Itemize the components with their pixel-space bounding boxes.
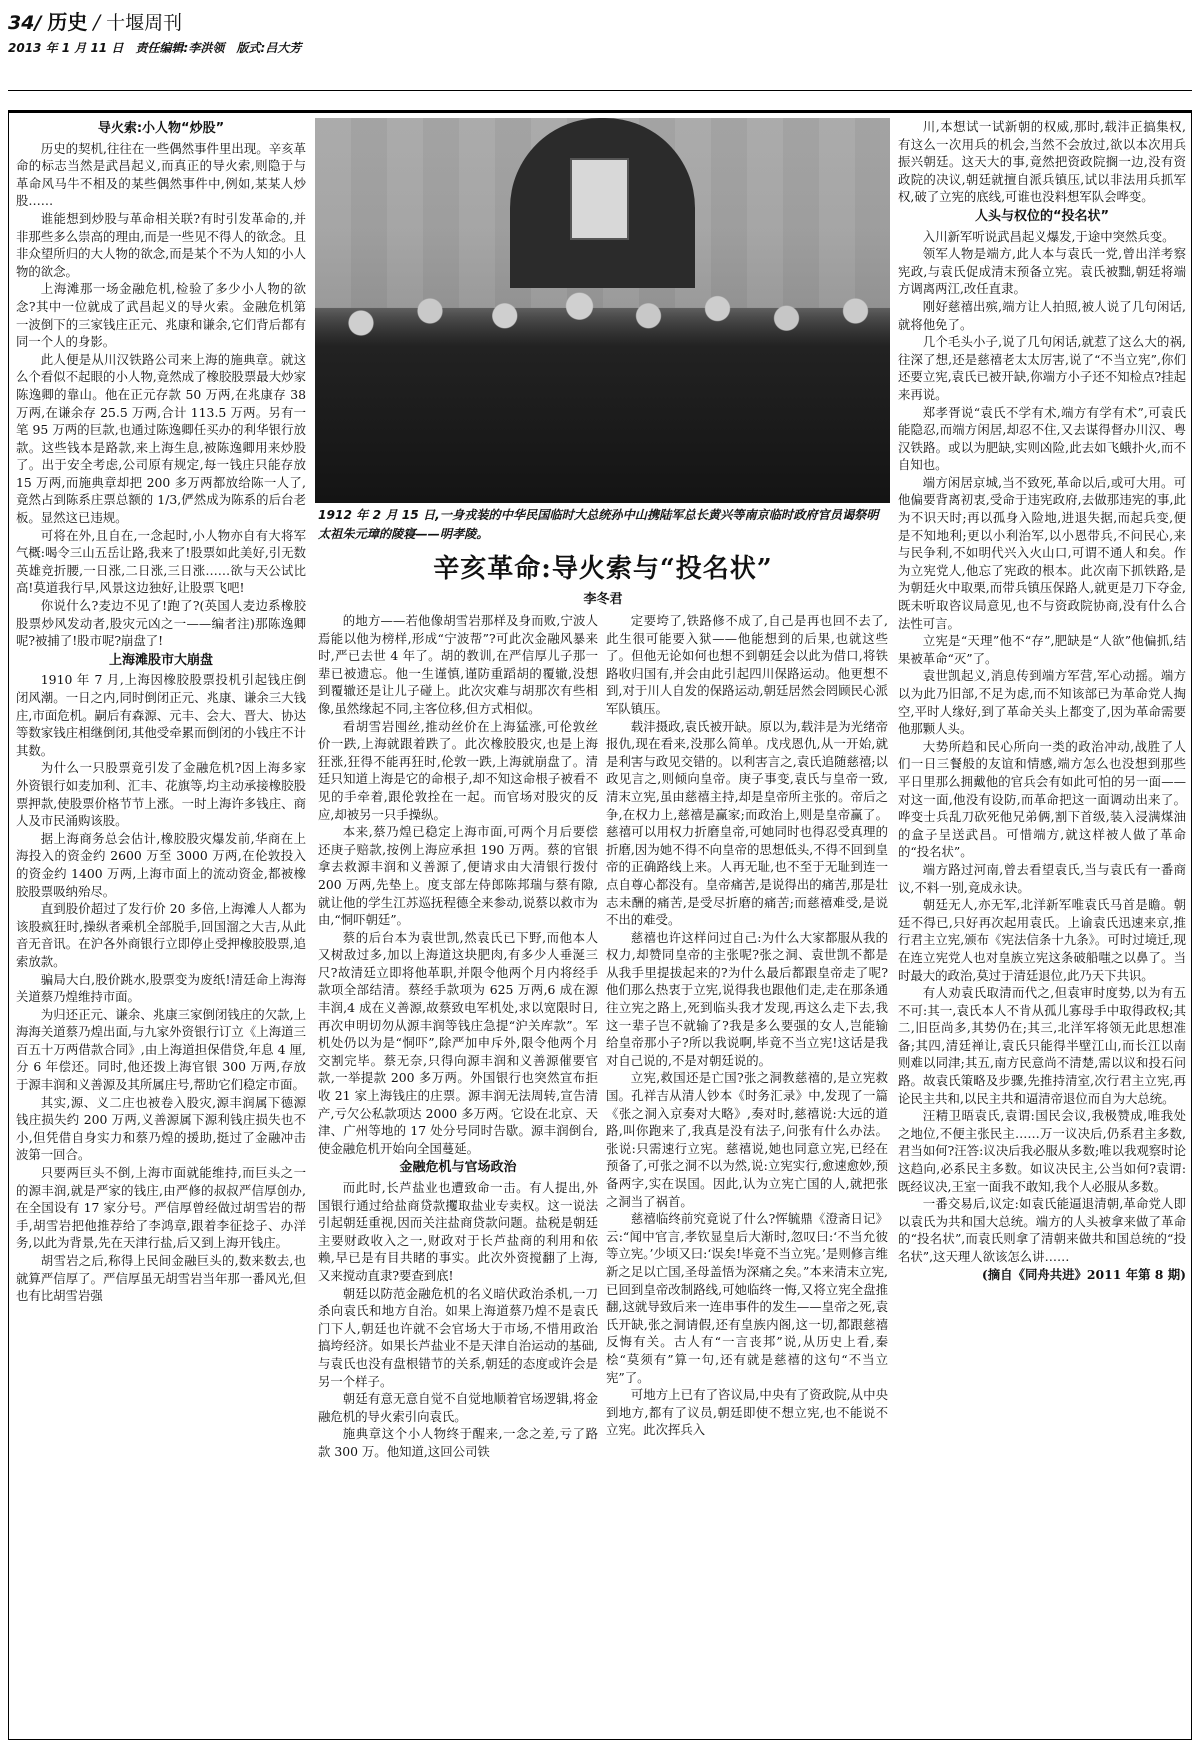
paragraph: 骗局大白,股价跳水,股票变为废纸!清廷命上海海关道蔡乃煌维持市面。	[16, 971, 306, 1005]
paragraph: 立宪,救国还是亡国?张之洞教慈禧的,是立宪救国。孔祥吉从清人钞本《时务汇录》中,发现了一篇《张之洞入京奏对大略》,奏对时,慈禧说:大远的道路,叫你跑来了,我真是没有法子,问张有什么办法。张说:只需速行立宪。慈禧说,她也同意立宪,已经在预备了,可张之洞不以为然,说:立宪实行,愈速愈妙,预备两字,实在误国。因此,认为立宪亡国的人,就把张之洞当了祸首。	[606, 1070, 888, 1209]
paragraph: 为归还正元、谦余、兆康三家倒闭钱庄的欠款,上海海关道蔡乃煌出面,与九家外资银行订立《上海道三百五十万两借款合同》,由上海道担保借贷,年息 4 厘,分 6 年偿还。同时,他还拨上海官银 300 万两,存放于源丰润和义善源及其所属庄号,帮助它们稳定市面。	[16, 1006, 306, 1093]
historical-photo	[315, 118, 890, 503]
paragraph: 谁能想到炒股与革命相关联?有时引发革命的,并非那些多么崇高的理由,而是一些见不得人的欲念。且非众望所归的大人物的欲念,而是某个不为人知的小人物的欲念。	[16, 210, 306, 279]
masthead	[8, 6, 1192, 58]
paragraph: 大势所趋和民心所向一类的政治冲动,战胜了人们一日三餐般的友谊和情感,端方怎么也没想到那些平日里那么拥戴他的官兵会有如此可怕的另一面——对这一面,他没有设防,而革命把这一面调动出来了。哗变士兵乱刀砍死他兄弟俩,割下首级,装入浸满煤油的盒子呈送武昌。可惜端方,就这样被人做了革命的“投名状”。	[898, 738, 1186, 860]
paragraph: 直到股价超过了发行价 20 多倍,上海滩人人都为该股疯狂时,操纵者乘机全部脱手,回国溜之大吉,从此音无音讯。在沪各外商银行立即停止受押橡胶股票,追索放款。	[16, 901, 306, 969]
paragraph: 的地方——若他像胡雪岩那样及身而败,宁波人焉能以他为榜样,形成“宁波帮”?可此次金融风暴来时,严已去世 4 年了。胡的教训,在严信厚儿子那一辈已被遗忘。他一生谨慎,谨防重蹈胡的覆辙,没想到覆辙还是让儿子碰上。此次灾难与胡那次有些相像,虽然缘起不同,主客位移,但方式相似。	[318, 613, 598, 716]
paragraph: 端方路过河南,曾去看望袁氏,当与袁氏有一番商议,不料一别,竟成永诀。	[898, 861, 1186, 895]
paragraph: 有人劝袁氏取清而代之,但袁审时度势,以为有五不可:其一,袁氏本人不肯从孤儿寡母手中取得政权;其二,旧臣尚多,其势仍在;其三,北洋军将领无此思想准备;其四,清廷禅让,袁氏只能得半壁江山,而长江以南则难以同津;其五,南方民意尚不清楚,需以议和投石问路。故袁氏策略及步骤,先推持清室,次行君主立宪,再论民主共和,以民主共和逼清帝退位而自为大总统。	[898, 985, 1186, 1106]
paragraph: 看胡雪岩囤丝,推动丝价在上海猛涨,可伦敦丝价一跌,上海就跟着跌了。此次橡胶股灾,也是上海狂涨,狂得不能再狂时,伦敦一跌,上海就崩盘了。清廷只知道上海是它的命根子,却不知这命根子被看不见的手牵着,跟伦敦拴在一起。而官场对股灾的反应,却被另一只手操纵。	[318, 718, 598, 822]
paragraph: 可将在外,且自在,一念起时,小人物亦自有大将军气概:喝令三山五岳让路,我来了!股票如此美好,引无数英雄竞折腰,一日涨,二日涨,三日涨……欲与天公试比高!莫道我行早,风景这边独好,让股票飞吧!	[16, 527, 306, 596]
paragraph: 其实,源、义二庄也被卷入股灾,源丰润属下德源钱庄损失约 200 万两,义善源属下源利钱庄损失也不小,但凭借自身实力和蔡乃煌的援助,挺过了金融冲击波第一回合。	[16, 1094, 306, 1163]
paragraph: 一番交易后,议定:如袁氏能逼退清朝,革命党人即以袁氏为共和国大总统。端方的人头被拿来做了革命的“投名状”,而袁氏则拿了清朝来做共和国总统的“投名状”,这天理人欲该怎么讲……	[898, 1196, 1186, 1264]
paragraph: 历史的契机,往往在一些偶然事件里出现。辛亥革命的标志当然是武昌起义,而真正的导火索,则隐于与革命风马牛不相及的某些偶然事件中,例如,某某人炒股……	[16, 140, 306, 209]
paragraph: 领军人物是端方,此人本与袁氏一党,曾出洋考察宪政,与袁氏促成清末预备立宪。袁氏被黜,朝廷将端方调离两江,改任直隶。	[898, 246, 1186, 297]
paragraph: 蔡的后台本为袁世凯,然袁氏已下野,而他本人又树敌过多,加以上海道这块肥肉,有多少人垂涎三尺?故清廷立即将他革职,并限令他两个月内将经手款项全部结清。蔡经手款项为 625 万两,6 成在源丰润,4 成在义善源,故蔡致电军机处,求以宽限时日,再次申明切勿从源丰润等钱庄急提“沪关库款”。军机处仍以为是“恫吓”,除严加申斥外,限令他两个月交割完毕。蔡无奈,只得向源丰润和义善源催要官款,一举提款 200 多万两。外国银行也突然宣布拒收 21 家上海钱庄的庄票。源丰润无法周转,宣告清产,亏欠公私款项达 2000 多万两。它设在北京、天津、广州等地的 17 处分号同时告歇。源丰润倒台,使金融危机开始向全国蔓延。	[318, 929, 598, 1156]
subheading: 导火索:小人物“炒股”	[97, 121, 225, 136]
article-column-1	[16, 118, 306, 1736]
paragraph: 本来,蔡乃煌已稳定上海市面,可两个月后要偿还庚子赔款,按例上海应承担 190 万两。蔡的官银拿去救源丰润和义善源了,便请求由大清银行拨付 200 万两,先垫上。度支部左侍郎陈邦瑞与蔡有隙,就让他的学生江苏巡抚程德全来参动,说蔡以救市为由,“恫吓朝廷”。	[318, 824, 598, 928]
section-name: 历史	[47, 10, 88, 34]
paragraph: 据上海商务总会估计,橡胶股灾爆发前,华商在上海投入的资金约 2600 万至 3000 万两,在伦敦投入的资金约 1400 万两,上海市面上的流动资金,都被橡胶股票吸纳殆尽。	[16, 830, 306, 899]
paragraph: 端方闲居京城,当不致死,革命以后,或可大用。可他偏要背离初衷,受命于违宪政府,去做那违宪的事,此为不识天时;再以孤身入险地,进退失据,而起兵变,便是不知地利;更以小利治军,以小恩带兵,不问民心,来与民争利,不如明代兴入火山口,可谓不通人和矣。作为立宪党人,他忘了宪政的根本。此次南下抓铁路,是为朝廷火中取栗,而带兵镇压保路人,就更是刀下夺金,既未听取咨议局意见,也不与资政院协商,没有什么合法性可言。	[898, 474, 1186, 631]
paragraph: 慈禧也许这样问过自己:为什么大家都服从我的权力,却赞同皇帝的主张呢?张之洞、袁世凯不都是从我手里提拔起来的?为什么最后都跟皇帝走了呢?他们那么热衷于立宪,说得我也跟他们走,走在那条通往立宪之路上,死到临头我才发现,再这么走下去,我这一辈子岂不就输了?我是多么要强的女人,岂能输给皇帝那小子?所以我说啊,毕竟不当立宪!这话是我对自己说的,不是对朝廷说的。	[606, 929, 888, 1068]
paragraph: 为什么一只股票竟引发了金融危机?因上海多家外资银行如麦加利、汇丰、花旗等,均主动承接橡胶股票押款,使股票价格节节上涨。一时上海许多钱庄、商人及市民涌购该股。	[16, 760, 306, 829]
paragraph: 朝廷无人,亦无军,北洋新军唯袁氏马首是瞻。朝廷不得已,只好再次起用袁氏。上谕袁氏迅速来京,推行君主立宪,颁布《宪法信条十九条》。可时过境迁,现在连立宪党人也对皇族立宪这条破船嗤之以鼻了。当时最大的政治,莫过于清廷退位,此乃天下共识。	[898, 897, 1186, 983]
paragraph: 朝廷有意无意自觉不自觉地顺着官场逻辑,将金融危机的导火索引向袁氏。	[318, 1391, 598, 1424]
newspaper-name: 十堰周刊	[106, 12, 183, 34]
paragraph: 刚好慈禧出殡,端方让人拍照,被人说了几句闲话,就将他免了。	[898, 298, 1186, 332]
paragraph: 上海滩那一场金融危机,检验了多少小人物的欲念?其中一位就成了武昌起义的导火索。金融危机第一波倒下的三家钱庄正元、兆康和谦余,它们背后都有同一个人的身影。	[16, 281, 306, 350]
paragraph: 立宪是“天理”他不“存”,肥缺是“人欲”他偏抓,结果被革命“灭”了。	[898, 633, 1186, 666]
paragraph: 你说什么?麦边不见了!跑了?(英国人麦边系橡胶股票炒风发动者,股灾元凶之一——编者注)那陈逸卿呢?被捕了!股市呢?崩盘了!	[16, 598, 306, 649]
page-number: 34/	[8, 12, 42, 34]
paragraph: 而此时,长芦盐业也遭致命一击。有人提出,外国银行通过给盐商贷款攫取盐业专卖权。这一说法引起朝廷重视,因而关注盐商贷款问题。盐税是朝廷主要财政收入之一,财政对于长芦盐商的利用和依赖,早已是有目共睹的事实。此次外资搅翻了上海,又来搅动直隶?要查到底!	[318, 1180, 598, 1283]
paragraph: 入川新军听说武昌起义爆发,于途中突然兵变。	[922, 228, 1175, 244]
article-column-3	[606, 612, 888, 1736]
paragraph: 可地方上已有了咨议局,中央有了资政院,从中央到地方,都有了议员,朝廷即使不想立宪,也不能说不立宪。此次挥兵入	[606, 1387, 888, 1438]
paragraph: 汪精卫晤袁氏,袁谓:国民会议,我极赞成,唯我处之地位,不便主张民主……万一议决后,仍系君主多数,君当如何?汪答:议决后我必服从多数;唯以我观察时论这趋向,必系民主多数。如议决民主,公当如何?袁谓:既经议决,王室一面我不敢知,我个人必服从多数。	[898, 1108, 1186, 1194]
responsible-editor: 责任编辑:李洪领	[135, 41, 225, 55]
subheading: 金融危机与官场政治	[399, 1160, 517, 1176]
subheading: 人头与权位的“投名状”	[974, 208, 1110, 224]
layout-editor: 版式:吕大芳	[236, 41, 302, 55]
masthead-separator: /	[93, 10, 101, 34]
paragraph: 施典章这个小人物终于醒来,一念之差,亏了路款 300 万。他知道,这回公司铁	[318, 1426, 598, 1459]
photo-crowd	[315, 263, 890, 503]
photo-portrait	[570, 158, 629, 240]
photo-caption: 1912 年 2 月 15 日,一身戎装的中华民国临时大总统孙中山携陆军总长黄兴等南京临时政府官员谒祭明太祖朱元璋的陵寝——明孝陵。	[318, 508, 879, 541]
paragraph: 川,本想试一试新朝的权威,那时,载沣正搞集权,有这么一次用兵的机会,当然不会放过,欲以本次用兵振兴朝廷。这天大的事,竟然把资政院搁一边,没有资政院的决议,朝廷就擅自派兵镇压,试以非法用兵抓军权,破了立宪的底线,可谁也没料想军队会哗变。	[898, 119, 1186, 205]
paragraph: 此人便是从川汉铁路公司来上海的施典章。就这么个看似不起眼的小人物,竟然成了橡胶股票最大炒家陈逸卿的靠山。他在正元存款 50 万两,在兆康存 38 万两,在谦余存 25.5 万两,合计 113.5 万两。另有一笔 95 万两的巨款,也通过陈逸卿任买办的利华银行放款。这些钱本是路款,来上海生息,被陈逸卿用来炒股了。出于安全考虑,公司原有规定,每一钱庄只能存放 15 万两,而施典章却把 200 多万两都放给陈一人了,竟然占到陈系庄票总额的 1/3,俨然成为陈系的后台老板。显然这已违规。	[16, 351, 306, 526]
issue-date: 2013 年 1 月 11 日	[8, 41, 124, 55]
paragraph: 定要垮了,铁路修不成了,自己是再也回不去了,此生很可能要入狱——他能想到的后果,也就这些了。但他无论如何也想不到朝廷会以此为借口,将铁路收归国有,并会由此引起四川保路运动。他更想不到,对于川人自发的保路运动,朝廷居然会罔顾民心派军队镇压。	[606, 613, 888, 716]
paragraph: 1910 年 7 月,上海因橡胶股票投机引起钱庄倒闭风潮。一日之内,同时倒闭正元、兆康、谦余三大钱庄,市面危机。嗣后有森源、元丰、会大、晋大、协达等数家钱庄相继倒闭,其他受牵累而倒闭的小钱庄不计其数。	[16, 672, 306, 758]
article-headline: 辛亥革命:导火索与“投名状”	[433, 554, 773, 584]
article-column-4	[898, 118, 1186, 1736]
source-note: (摘自《同舟共进》2011 年第 8 期)	[981, 1266, 1186, 1282]
masthead-rule	[8, 90, 1192, 91]
article-column-2	[318, 612, 598, 1736]
paragraph: 袁世凯起义,消息传到端方军营,军心动摇。端方以为此乃旧部,不足为虑,而不知该部已为革命党人掏空,平时人缘好,到了革命关头上都变了,因为革命需要他那颗人头。	[898, 668, 1186, 737]
paragraph: 几个毛头小子,说了几句闲话,就惹了这么大的祸,往深了想,还是慈禧老太太厉害,说了“不当立宪”,你们还要立宪,袁氏已被开缺,你端方小子还不知检点?挂起来再说。	[898, 334, 1186, 402]
masthead-title-row	[8, 6, 1192, 35]
paragraph: 郑孝胥说“袁氏不学有术,端方有学有术”,可袁氏能隐忍,而端方闲居,却忍不住,又去谋得督办川汉、粤汉铁路。或以为肥缺,实则凶险,此去如飞蛾扑火,而不自知也。	[898, 404, 1186, 473]
paragraph: 只要两巨头不倒,上海市面就能维持,而巨头之一的源丰润,就是严家的钱庄,由严修的叔叔严信厚创办,在全国设有 17 家分号。严信厚曾经做过胡雪岩的帮手,胡雪岩把他推荐给了李鸿章,跟着李征捻子、办洋务,以此为背景,先在天津行盐,后又到上海开钱庄。	[16, 1165, 306, 1251]
paragraph: 载沣摄政,袁氏被开缺。原以为,载沣是为光绪帝报仇,现在看来,没那么简单。戊戌恩仇,从一开始,就是利害与政见交错的。以利害言之,袁氏追随慈禧;以政见言之,则倾向皇帝。庚子事变,袁氏与皇帝一致,清末立宪,虽由慈禧主持,却是皇帝所主张的。帝后之争,在权力上,慈禧是赢家;而政治上,则是皇帝赢了。慈禧可以用权力折磨皇帝,可她同时也得忍受真理的折磨,因为她不得不向皇帝的思想低头,不得不回到皇帝的正确路线上来。人再无耻,也不至于无耻到连一点自尊心都没有。皇帝痛苦,是说得出的痛苦,那是壮志未酬的痛苦,是受尽折磨的痛苦;而慈禧难受,是说不出的难受。	[606, 718, 888, 928]
paragraph: 慈禧临终前究竟说了什么?恽毓鼎《澄斋日记》云:“闻中官言,孝钦显皇后大渐时,忽叹曰:‘不当允彼等立宪。’少顷又曰:‘误矣!毕竟不当立宪。’是则修言维新之足以亡国,圣母盖悟为深痛之矣。”本来清末立宪,已回到皇帝改制路线,可她临终一悔,又将立宪全盘推翻,这就导致后来一连串事件的发生——皇帝之死,袁氏开缺,张之洞请假,还有皇族内阁,这一切,都跟慈禧反悔有关。古人有“一言丧邦”说,从历史上看,秦桧“莫须有”算一句,还有就是慈禧的这句“不当立宪”了。	[606, 1211, 888, 1385]
subheading: 上海滩股市大崩盘	[108, 652, 213, 668]
masthead-credits	[8, 39, 1192, 56]
paragraph: 朝廷以防范金融危机的名义暗伏政治杀机,一刀杀向袁氏和地方自治。如果上海道蔡乃煌不是袁氏门下人,朝廷也许就不会官场大于市场,不惜用政治搞垮经济。如果长芦盐业不是天津自治运动的基础,与袁氏也没有盘根错节的关系,朝廷的态度或许会是另一个样子。	[318, 1285, 598, 1389]
paragraph: 胡雪岩之后,称得上民间金融巨头的,数来数去,也就算严信厚了。严信厚虽无胡雪岩当年那一番风光,但也有比胡雪岩强	[16, 1253, 306, 1304]
article-byline: 李冬君	[583, 592, 623, 607]
